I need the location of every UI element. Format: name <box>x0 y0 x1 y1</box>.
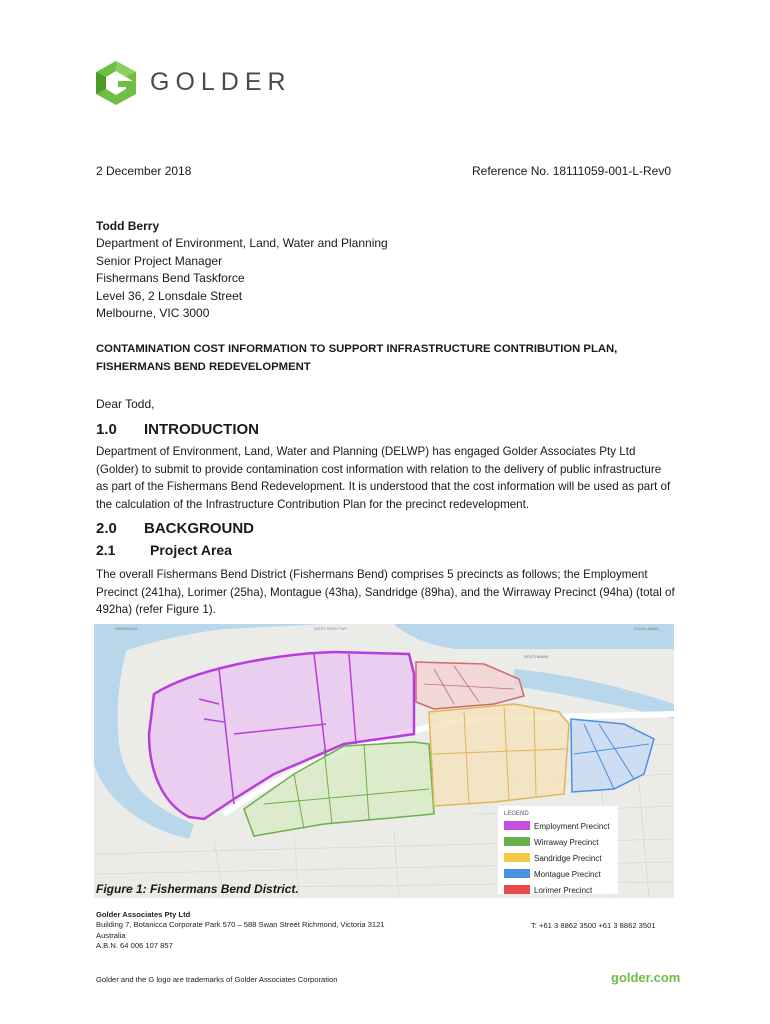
legend-label: Montague Precinct <box>534 870 601 879</box>
fishermans-bend-map <box>94 624 674 898</box>
recipient-address <box>96 218 388 322</box>
address-line: Melbourne, VIC 3000 <box>96 306 210 321</box>
company-wordmark: GOLDER <box>150 68 292 96</box>
footer-company: Golder Associates Pty Ltd <box>96 910 191 919</box>
letter-subject <box>96 341 617 376</box>
address-line: Senior Project Manager <box>96 253 223 268</box>
section-title: INTRODUCTION <box>144 421 259 438</box>
legend-label: Sandridge Precinct <box>534 854 602 863</box>
reference-number: Reference No. 18111059-001-L-Rev0 <box>472 164 672 178</box>
section-number: 2.0 <box>96 520 117 537</box>
footer-address-block <box>96 910 385 952</box>
map-label: YARRAVILLE <box>114 626 139 631</box>
subsection-title: Project Area <box>150 542 232 558</box>
footer-phone: T: +61 3 8862 3500 +61 3 8862 3501 <box>531 921 656 930</box>
footer-trademark: Golder and the G logo are trademarks of Golder Associates Corporation <box>96 975 338 984</box>
address-line: Department of Environment, Land, Water and Planning <box>96 236 388 251</box>
project-area-paragraph: The overall Fishermans Bend District (Fishermans Bend) comprises 5 precincts as follows; the Employment Precinct (241ha), Lorimer (25ha), Montague (43ha), Sandridge (89ha), and the Wirraway Precinct (94ha) (total of 492ha) (refer Figure 1). <box>96 568 675 617</box>
legend-title: LEGEND <box>504 811 529 817</box>
legend-swatch <box>504 821 530 830</box>
map-label: SOUTHBANK <box>524 654 549 659</box>
address-line: Fishermans Bend Taskforce <box>96 271 245 286</box>
subsection-number: 2.1 <box>96 542 116 558</box>
section-number: 1.0 <box>96 421 117 438</box>
section-title: BACKGROUND <box>144 520 254 537</box>
map-label: WEST GATE FWY <box>314 626 348 631</box>
legend-swatch <box>504 869 530 878</box>
subject-line: FISHERMANS BEND REDEVELOPMENT <box>96 360 311 373</box>
salutation: Dear Todd, <box>96 397 155 411</box>
recipient-name: Todd Berry <box>96 219 160 233</box>
legend-label: Employment Precinct <box>534 822 610 831</box>
map-label: DOCKLANDS <box>634 626 659 631</box>
golder-logo-icon <box>96 61 136 105</box>
footer-address: Building 7, Botanicca Corporate Park 570 – 588 Swan Street Richmond, Victoria 3121 <box>96 920 385 930</box>
letter-date: 2 December 2018 <box>96 164 192 178</box>
legend-label: Lorimer Precinct <box>534 886 593 895</box>
address-line: Level 36, 2 Lonsdale Street <box>96 288 243 303</box>
figure-caption: Figure 1: Fishermans Bend District. <box>96 882 299 896</box>
legend-swatch <box>504 885 530 894</box>
footer-abn: A.B.N. 64 006 107 857 <box>96 941 173 951</box>
subject-line: CONTAMINATION COST INFORMATION TO SUPPORT INFRASTRUCTURE CONTRIBUTION PLAN, <box>96 343 618 355</box>
footer-country: Australia <box>96 930 126 940</box>
legend-swatch <box>504 837 530 846</box>
legend-label: Wirraway Precinct <box>534 838 599 847</box>
legend-swatch <box>504 853 530 862</box>
footer-website-link[interactable]: golder.com <box>611 970 681 985</box>
introduction-paragraph: Department of Environment, Land, Water and Planning (DELWP) has engaged Golder Associates Pty Ltd (Golder) to submit to provide contamination cost information with relation to the delivery of public infrastructure as part of the Fishermans Bend Redevelopment. It is understood that the cost information will be used as part of the calculation of the Infrastructure Contribution Plan for the precinct redevelopment. <box>96 445 671 511</box>
